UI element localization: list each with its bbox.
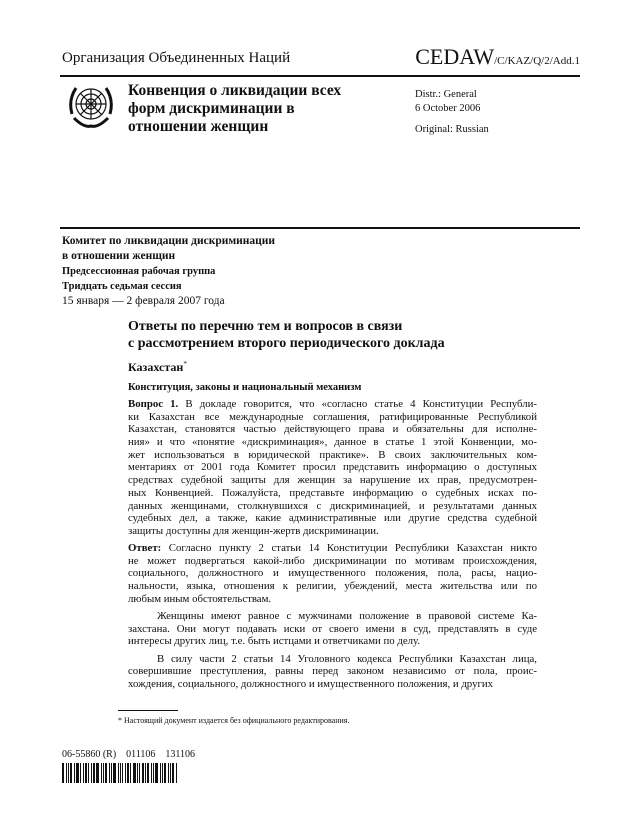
barcode-bar xyxy=(103,763,104,783)
barcode-bar xyxy=(88,763,89,783)
barcode-bar xyxy=(170,763,171,783)
barcode-bar xyxy=(127,763,129,783)
barcode-bar xyxy=(151,763,152,783)
text-line xyxy=(128,665,537,678)
barcode-bar xyxy=(172,763,174,783)
answer-paragraph xyxy=(128,542,537,605)
barcode-bar xyxy=(62,763,64,783)
barcode-bar xyxy=(105,763,107,783)
header-rule xyxy=(60,75,580,77)
line-text: Казахстан, становятся частью действующего права и обязательны для исполне- xyxy=(128,423,537,436)
line-text: ных Конвенцией. Пожалуйста, представьте информацию о судебных исках по- xyxy=(128,486,537,499)
barcode-bar xyxy=(139,763,140,783)
distribution-info xyxy=(415,88,489,137)
text-line xyxy=(128,580,537,593)
barcode-bar xyxy=(133,763,136,783)
question-paragraph xyxy=(128,398,537,538)
line-text: интересы других лиц, т.е. быть истцами и ответчиками по делу. xyxy=(128,635,421,648)
line-text: любым иным обстоятельствам. xyxy=(128,592,272,605)
text-line xyxy=(128,500,537,513)
text-line xyxy=(128,623,537,636)
answer-label: Ответ: xyxy=(128,542,162,555)
barcode-bar xyxy=(125,763,126,783)
text-line xyxy=(128,423,537,436)
footnote-mark: * xyxy=(183,360,187,368)
section-rule xyxy=(60,227,580,229)
barcode-bar xyxy=(66,763,67,783)
line-text: данных женщинами, столкнувшихся с дискриминацией, и результатами данных xyxy=(128,499,537,512)
line-text: захстана. Они могут подавать иски от своего имени в суд, представлять в суде xyxy=(128,622,537,635)
body-text xyxy=(128,398,537,695)
session: Тридцать седьмая сессия xyxy=(62,281,182,292)
barcode-bar xyxy=(76,763,79,783)
line-text: жет использоваться в юридической практике». В своих заключительных ком- xyxy=(128,448,537,461)
text-line xyxy=(128,525,537,538)
line-text: совершившие преступления, равны перед законом независимо от пола, проис- xyxy=(128,665,537,678)
barcode-bar xyxy=(145,763,146,783)
text-line xyxy=(128,411,537,424)
original-language: Original: Russian xyxy=(415,124,489,135)
line-text: ния» и что «понятие «дискриминация», данное в статье 1 этой Конвенции, мо- xyxy=(128,436,537,449)
working-group: Предсессионная рабочая группа xyxy=(62,266,216,277)
convention-title-line: отношении женщин xyxy=(128,118,269,135)
committee-block xyxy=(62,234,275,309)
barcode-bar xyxy=(160,763,161,783)
organization-name: Организация Объединенных Наций xyxy=(62,50,291,66)
convention-title-line: Конвенция о ликвидации всех xyxy=(128,82,342,99)
barcode-bar xyxy=(109,763,110,783)
document-title-line: с рассмотрением второго периодического доклада xyxy=(128,336,445,351)
text-line xyxy=(128,398,537,411)
barcode-bar xyxy=(142,763,144,783)
barcode-bar xyxy=(83,763,84,783)
barcode-bar xyxy=(74,763,75,783)
convention-title xyxy=(128,82,388,136)
barcode-bar xyxy=(96,763,99,783)
text-line xyxy=(128,635,537,648)
date: 6 October 2006 xyxy=(415,103,481,114)
barcode-bar xyxy=(70,763,72,783)
text-line xyxy=(128,449,537,462)
barcode-bar xyxy=(130,763,131,783)
barcode-bar xyxy=(137,763,138,783)
line-text: В силу части 2 статьи 14 Уголовного кодекса Республики Казахстан лица, xyxy=(157,652,537,665)
document-title xyxy=(128,318,445,352)
text-line xyxy=(128,567,537,580)
barcode-bar xyxy=(168,763,169,783)
line-text: ментариях от 2001 года Комитет просил представить информацию о доступных xyxy=(128,461,537,474)
barcode-bar xyxy=(155,763,158,783)
text-line xyxy=(128,678,537,691)
committee-name: Комитет по ликвидации дискриминации xyxy=(62,235,276,247)
line-text: хождения, социального, должностного и имущественного положения, и других xyxy=(128,677,494,690)
committee-name: в отношении женщин xyxy=(62,250,176,262)
barcode-bar xyxy=(176,763,177,783)
barcode-icon xyxy=(62,763,178,783)
text-line xyxy=(128,653,537,666)
line-text: социального, должностного и имущественного положения, пола, расы, нацио- xyxy=(128,567,537,580)
paragraph xyxy=(128,610,537,648)
footnote: * Настоящий документ издается без официального редактирования. xyxy=(118,716,350,725)
paragraph xyxy=(128,653,537,691)
text-line xyxy=(128,461,537,474)
barcode-bar xyxy=(68,763,69,783)
text-line xyxy=(128,610,537,623)
barcode-bar xyxy=(91,763,92,783)
line-text: В докладе говорится, что «согласно статье 4 Конституции Республи- xyxy=(178,398,537,410)
barcode-bar xyxy=(111,763,112,783)
barcode-bar xyxy=(120,763,122,783)
line-text: средствах судебной защиты для женщин за нарушение их прав, предусмотрен- xyxy=(128,474,537,487)
barcode-bar xyxy=(147,763,149,783)
convention-title-line: форм дискриминации в xyxy=(128,100,295,117)
question-label: Вопрос 1. xyxy=(128,398,179,410)
document-symbol xyxy=(415,44,580,70)
line-text: Согласно пункту 2 статьи 14 Конституции Республики Казахстан никто xyxy=(161,542,537,555)
text-line xyxy=(128,474,537,487)
barcode-bar xyxy=(113,763,116,783)
line-text: Женщины имеют равное с мужчинами положение в правовой системе Ка- xyxy=(157,610,537,622)
text-line xyxy=(128,593,537,606)
section-heading: Конституция, законы и национальный механизм xyxy=(128,382,362,393)
symbol-main: CEDAW xyxy=(415,44,495,69)
document-code: 06-55860 (R) 011106 131106 xyxy=(62,749,196,760)
line-text: ки Казахстан все международные соглашения, ратифицированные Республикой xyxy=(128,410,537,423)
session-dates: 15 января — 2 февраля 2007 года xyxy=(62,295,225,307)
barcode-bar xyxy=(118,763,119,783)
country-heading xyxy=(128,360,187,375)
barcode-bar xyxy=(93,763,95,783)
distr: Distr.: General xyxy=(415,89,477,100)
barcode-bar xyxy=(85,763,87,783)
barcode-bar xyxy=(101,763,102,783)
line-text: не может подвергаться какой-либо дискриминации по мотивам происхождения, xyxy=(128,554,537,567)
barcode-bar xyxy=(153,763,154,783)
symbol-suffix: /C/KAZ/Q/2/Add.1 xyxy=(494,55,580,67)
text-line xyxy=(128,436,537,449)
line-text: судебных дел, а также, какие административные или другие средства судебной xyxy=(128,512,537,525)
barcode-bar xyxy=(122,763,123,783)
line-text: нальности, языка, отношения к религии, убеждений, места жительства или по xyxy=(128,580,537,593)
barcode-bar xyxy=(80,763,81,783)
text-line xyxy=(128,542,537,555)
text-line xyxy=(128,555,537,568)
text-line xyxy=(128,487,537,500)
barcode-bar xyxy=(164,763,166,783)
line-text: защиты доступны для женщин-жертв дискриминации. xyxy=(128,524,379,537)
un-emblem-icon xyxy=(64,80,118,132)
footnote-rule xyxy=(118,710,178,711)
barcode-bar xyxy=(162,763,163,783)
text-line xyxy=(128,512,537,525)
document-title-line: Ответы по перечню тем и вопросов в связи xyxy=(128,319,403,334)
country: Казахстан xyxy=(128,360,184,374)
